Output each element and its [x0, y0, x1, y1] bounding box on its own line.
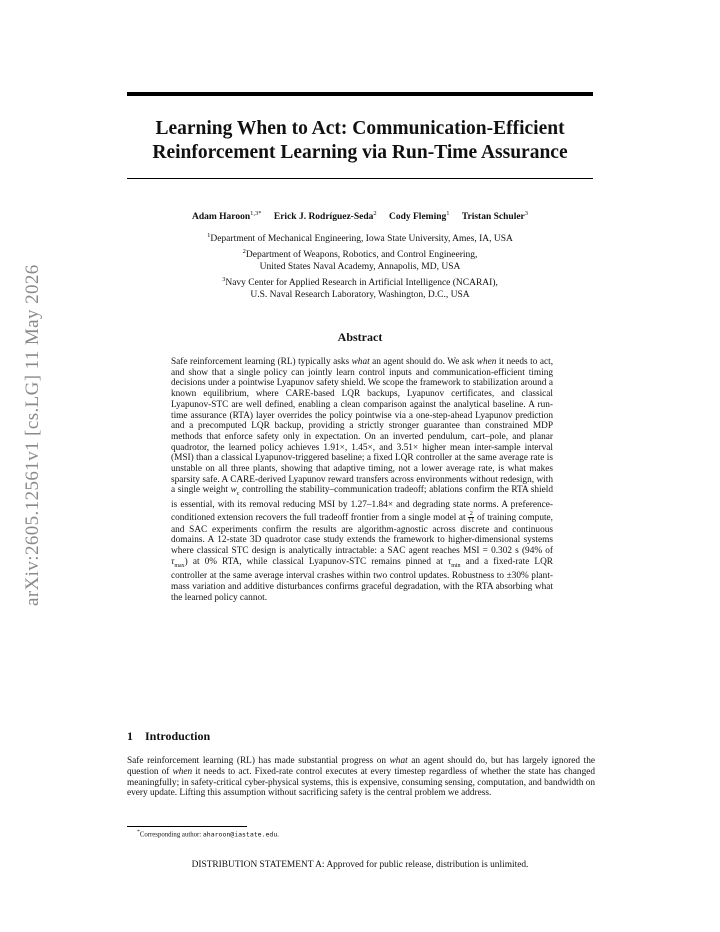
author	[274, 212, 377, 222]
author	[389, 212, 450, 222]
author-affiliation-mark: 1,3*	[250, 210, 262, 217]
author-name: Adam Haroon	[191, 212, 251, 223]
author-name: Cody Fleming	[388, 212, 447, 223]
section-number: 1	[127, 729, 133, 743]
paper-title	[127, 117, 593, 165]
footnote-rule	[127, 826, 247, 827]
title-line-2: Reinforcement Learning via Run-Time Assurance	[152, 142, 568, 163]
section-title: Introduction	[145, 729, 211, 743]
author	[462, 212, 528, 222]
title-line-1: Learning When to Act: Communication-Efficient	[155, 118, 565, 139]
author-affiliation-mark: 3	[524, 210, 529, 217]
abstract-body: Safe reinforcement learning (RL) typically asks what an agent should do. We ask when it needs to act, and show that a single policy can jointly learn control inputs and communication-efficient timing decisions under a pointwise Lyapunov safety shield. We scope the framework to stabilization around a known equilibrium, where CARE-based LQR backups, Lyapunov certificates, and classical Lyapunov-STC are well defined, enabling a clean comparison against the analytical baseline. A run-time assurance (RTA) layer overrides the policy pointwise via a one-step-ahead Lyapunov prediction and a precomputed LQR backup, providing a strictly stronger guarantee than constrained MDP methods that enforce safety only in expectation. On an inverted pendulum, cart–pole, and planar quadrotor, the learned policy achieves 1.91×, 1.45×, and 3.51× higher mean inter-sample interval (MSI) than a classical Lyapunov-triggered baseline; a fixed LQR controller at the same average rate is unstable on all three plants, showing that adaptive timing, not a lower average rate, is what makes sparsity safe. A CARE-derived Lyapunov reward transfers across environments without redesign, with a single weight $w_c$ controlling the stability–communication tradeoff; ablations confirm the RTA shield is essential, with its removal reducing MSI by 1.27–1.84× and degrading state norms. A preference-conditioned extension recovers the full tradeoff frontier from a single model at $\frac{2}{11}$ of training compute, and SAC experiments confirm the results are algorithm-agnostic across discrete and continuous domains. A 12-state 3D quadrotor case study extends the framework to higher-dimensional systems where classical STC design is analytically intractable: a SAC agent reaches MSI = 0.302 s (94% of $\tau_{max}$) at 0% RTA, while classical Lyapunov-STC remains pinned at $\tau_{min}$ and a fixed-rate LQR controller at the same average interval crashes within two control updates. Robustness to ±30% plant-mass variation and additive disturbances confirms graceful degradation, with the RTA absorbing what the learned policy cannot.	[171, 357, 554, 603]
introduction-paragraph: Safe reinforcement learning (RL) has made substantial progress on what an agent should do, but has largely ignored the question of when it needs to act. Fixed-rate control executes at every timestep regardless of whether the state has changed meaningfully; in safety-critical cyber-physical systems, this is expensive, consuming sensing, computation, and bandwidth on every update. Lifting this assumption without sacrificing safety is the central problem we address.	[127, 756, 595, 799]
author-affiliation-mark: 1	[446, 210, 450, 217]
arxiv-identifier: arXiv:2605.12561v1 [cs.LG] 11 May 2026	[22, 264, 43, 606]
author-name: Erick J. Rodríguez-Seda	[273, 212, 374, 223]
affiliation-3-cont: U.S. Naval Research Laboratory, Washington, D.C., USA	[250, 290, 470, 301]
distribution-statement: DISTRIBUTION STATEMENT A: Approved for public release, distribution is unlimited.	[191, 860, 529, 870]
affiliation-2: $^2$Department of Weapons, Robotics, and Control Engineering,	[242, 247, 478, 260]
abstract-heading: Abstract	[337, 330, 383, 344]
author-list	[100, 210, 620, 222]
title-top-rule	[127, 92, 593, 96]
affiliations	[100, 230, 620, 302]
affiliation-1: $^1$Department of Mechanical Engineering, Iowa State University, Ames, IA, USA	[207, 232, 513, 245]
author	[192, 212, 262, 222]
email-link[interactable]: aharoon@iastate.edu	[202, 830, 278, 839]
author-affiliation-mark: 2	[373, 210, 377, 217]
title-bottom-rule	[127, 178, 593, 179]
author-name: Tristan Schuler	[461, 212, 525, 223]
affiliation-3: $^3$Navy Center for Applied Research in Artificial Intelligence (NCARAI),	[222, 275, 498, 288]
fraction: $\frac{2}{11}$	[468, 509, 475, 525]
footnote: *Corresponding author: aharoon@iastate.edu.	[137, 829, 279, 839]
affiliation-2-cont: United States Naval Academy, Annapolis, MD, USA	[259, 262, 461, 273]
section-heading-introduction	[127, 729, 593, 744]
